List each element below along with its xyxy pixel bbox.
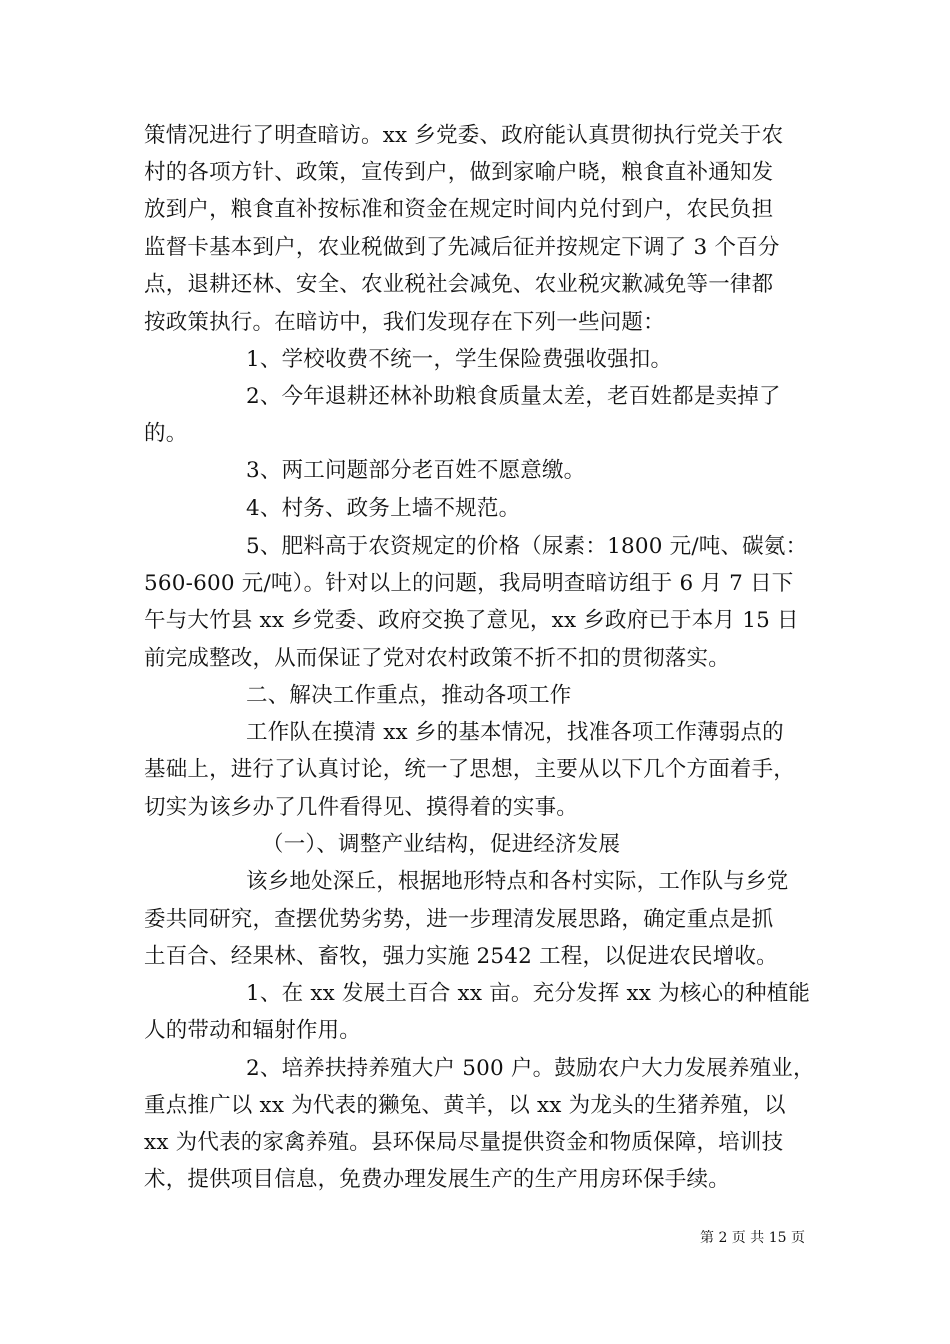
list-item: 2、今年退耕还林补助粮食质量太差，老百姓都是卖掉了 — [246, 384, 781, 409]
text-line: 土百合、经果林、畜牧，强力实施 2542 工程，以促进农民增收。 — [144, 944, 778, 969]
list-item: 2、培养扶持养殖大户 500 户。鼓励农户大力发展养殖业， — [246, 1056, 815, 1081]
list-item: 4、村务、政务上墙不规范。 — [246, 496, 521, 521]
text-line: 切实为该乡办了几件看得见、摸得着的实事。 — [144, 795, 579, 820]
text-line: 该乡地处深丘，根据地形特点和各村实际，工作队与乡党 — [246, 869, 789, 894]
text-line: 午与大竹县 xx 乡党委、政府交换了意见，xx 乡政府已于本月 15 日 — [144, 608, 799, 633]
section-heading: 二、解决工作重点，推动各项工作 — [246, 683, 572, 708]
text-line: 的。 — [144, 421, 188, 446]
text-line: 术，提供项目信息，免费办理发展生产的生产用房环保手续。 — [144, 1167, 730, 1192]
list-item: 1、在 xx 发展土百合 xx 亩。充分发挥 xx 为核心的种植能 — [246, 981, 811, 1006]
text-line: 委共同研究，查摆优势劣势，进一步理清发展思路，确定重点是抓 — [144, 907, 774, 932]
text-line: 前完成整改，从而保证了党对农村政策不折不扣的贯彻落实。 — [144, 646, 730, 671]
list-item: 3、两工问题部分老百姓不愿意缴。 — [246, 458, 586, 483]
text-line: 重点推广以 xx 为代表的獭兔、黄羊，以 xx 为龙头的生猪养殖，以 — [144, 1093, 786, 1118]
text-line: 工作队在摸清 xx 乡的基本情况，找准各项工作薄弱点的 — [246, 720, 784, 745]
subsection-heading: （一）、调整产业结构，促进经济发展 — [262, 832, 621, 857]
text-line: 监督卡基本到户，农业税做到了先减后征并按规定下调了 3 个百分 — [144, 235, 780, 260]
text-line: 按政策执行。在暗访中，我们发现存在下列一些问题： — [144, 310, 665, 335]
text-line: xx 为代表的家禽养殖。县环保局尽量提供资金和物质保障，培训技 — [144, 1130, 784, 1155]
text-line: 基础上，进行了认真讨论，统一了思想，主要从以下几个方面着手， — [144, 757, 796, 782]
text-line: 点，退耕还林、安全、农业税社会减免、农业税灾歉减免等一律都 — [144, 272, 774, 297]
text-line: 560-600 元/吨）。针对以上的问题，我局明查暗访组于 6 月 7 日下 — [144, 571, 794, 596]
list-item: 1、学校收费不统一，学生保险费强收强扣。 — [246, 347, 673, 372]
page-footer: 第 2 页 共 15 页 — [700, 1230, 805, 1246]
list-item: 5、肥料高于农资规定的价格（尿素：1800 元/吨、碳氨： — [246, 534, 808, 559]
text-line: 策情况进行了明查暗访。xx 乡党委、政府能认真贯彻执行党关于农 — [144, 123, 784, 148]
text-line: 放到户，粮食直补按标准和资金在规定时间内兑付到户，农民负担 — [144, 197, 774, 222]
text-line: 村的各项方针、政策，宣传到户，做到家喻户晓，粮食直补通知发 — [144, 160, 774, 185]
text-line: 人的带动和辐射作用。 — [144, 1018, 362, 1043]
